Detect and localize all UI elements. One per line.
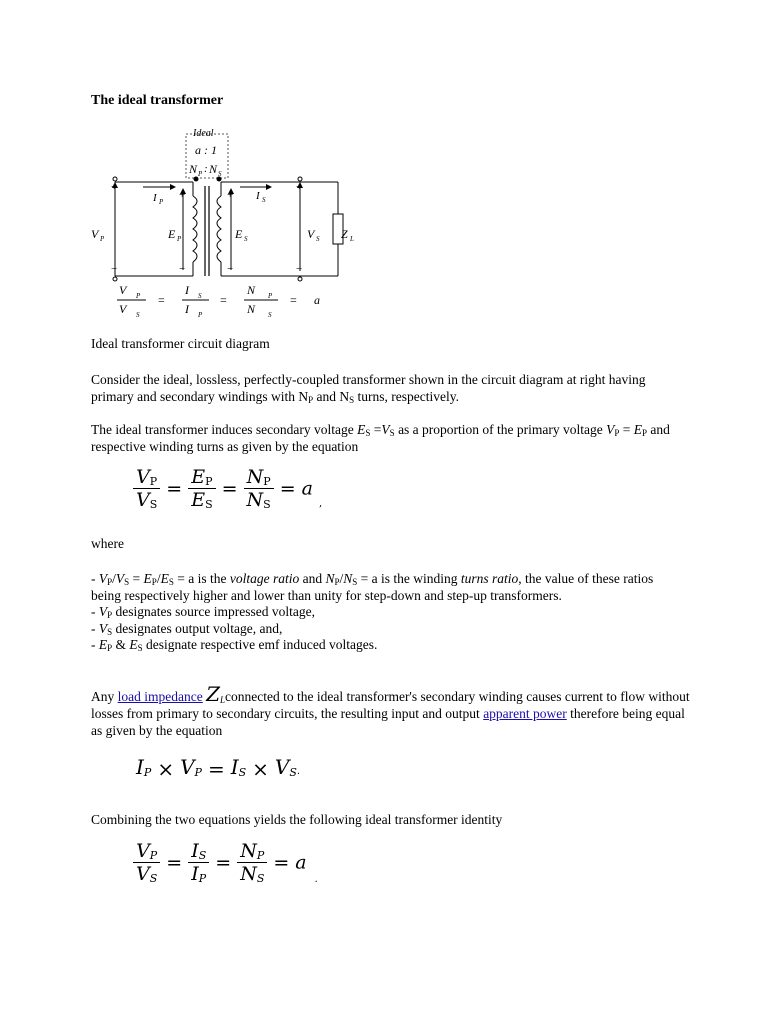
label-ep: E — [168, 227, 176, 241]
definitions-list — [91, 571, 681, 654]
svg-text:+: + — [296, 181, 303, 193]
label-ns: N — [209, 162, 218, 176]
apparent-power-link[interactable]: apparent power — [483, 706, 567, 721]
secondary-coil — [217, 196, 221, 262]
page-title: The ideal transformer — [91, 93, 224, 108]
svg-text:S: S — [268, 311, 272, 319]
svg-text:S: S — [218, 170, 222, 178]
label-ip: I — [153, 192, 157, 204]
diagram-ratio-equation — [117, 283, 320, 319]
equation-identity: $\frac{V_P}{V_S}$ = $\frac{I_S}{I_P}$ = $\frac{N_P}{N_S}$ = $a_.$ — [133, 840, 318, 885]
svg-text:P: P — [100, 235, 105, 243]
svg-text:+: + — [227, 189, 234, 201]
transformer-circuit-diagram — [88, 126, 353, 326]
equation-power: $I_P \times V_P = I_S \times V_S$. — [136, 755, 301, 781]
where-label: where — [91, 536, 124, 551]
svg-text:=: = — [158, 293, 165, 307]
label-es: E — [235, 227, 243, 241]
list-item: - $V_S$ designates output voltage, and, — [91, 620, 283, 637]
svg-text:S: S — [198, 292, 202, 300]
svg-text:−: − — [296, 263, 303, 275]
svg-text:I: I — [185, 283, 189, 297]
label-zl: Z — [341, 227, 348, 241]
svg-text:+: + — [111, 181, 118, 193]
diagram-caption: Ideal transformer circuit diagram — [91, 336, 270, 351]
svg-text:−: − — [179, 263, 186, 275]
svg-text:S: S — [136, 311, 140, 319]
svg-text:V: V — [119, 302, 127, 316]
paragraph-combining: Combining the two equations yields the following ideal transformer identity — [91, 812, 503, 827]
svg-text:=: = — [220, 293, 227, 307]
label-ideal: Ideal — [193, 128, 214, 139]
svg-text:S: S — [316, 235, 320, 243]
zl-symbol: Z — [206, 682, 220, 706]
label-np: N — [189, 162, 198, 176]
svg-text:P: P — [268, 292, 273, 300]
equation-voltage-ratio: $\frac{V_P}{V_S}$ = $\frac{E_P}{E_S}$ = $\frac{N_P}{N_S}$ = $a_,$ — [133, 466, 322, 511]
svg-text:−: − — [227, 263, 234, 275]
label-vp: V — [91, 227, 99, 241]
label-vs: V — [307, 227, 315, 241]
svg-text:N: N — [247, 302, 256, 316]
svg-text:V: V — [119, 283, 127, 297]
label-ratio: a : 1 — [195, 143, 217, 157]
list-item: - $V_P$ designates source impressed voltage, — [91, 604, 315, 620]
svg-text:+: + — [179, 189, 186, 201]
svg-text:P: P — [177, 235, 182, 243]
svg-text:a: a — [314, 293, 320, 307]
svg-text:P: P — [136, 292, 141, 300]
svg-text:N: N — [247, 283, 256, 297]
svg-text:S: S — [262, 196, 266, 204]
svg-text:=: = — [290, 293, 297, 307]
list-item: - $E_P$ & $E_S$ designate respective emf induced voltages. — [91, 637, 378, 653]
svg-text:I: I — [185, 302, 189, 316]
paragraph-load-impedance: Any load impedance $Z_Lconnected$ to the ideal transformer's secondary winding causes current to flow without losses from primary to secondary circuits, the resulting input and output apparent power therefore being equal as given by the equation — [91, 682, 690, 738]
svg-text:P: P — [159, 198, 164, 206]
load-impedance-link[interactable]: load impedance — [117, 689, 203, 704]
svg-text:−: − — [111, 263, 118, 275]
paragraph-intro: Consider the ideal, lossless, perfectly-coupled transformer shown in the circuit diagram at right having primary and secondary windings with $N_P$ and $N_S$ turns, respectively. — [91, 372, 646, 405]
svg-text::: : — [204, 163, 208, 175]
label-is: I — [256, 190, 260, 202]
list-item: - $V_P/V_S = E_P/E_S = a$ is the voltage ratio and $N_P/N_S = a$ is the winding turns ratio, the value of these ratios being respectively higher and lower than unity for step-down and step-up transformers. — [91, 571, 654, 603]
svg-text:P: P — [198, 170, 203, 178]
svg-text:P: P — [198, 311, 203, 319]
svg-text:L: L — [350, 235, 354, 243]
svg-text:S: S — [244, 235, 248, 243]
paragraph-induced-voltage: The ideal transformer induces secondary voltage $E_S =V_S$ as a proportion of the primary voltage $V_P = E_P$ and respective winding turns as given by the equation — [91, 422, 670, 454]
primary-coil — [193, 196, 197, 262]
